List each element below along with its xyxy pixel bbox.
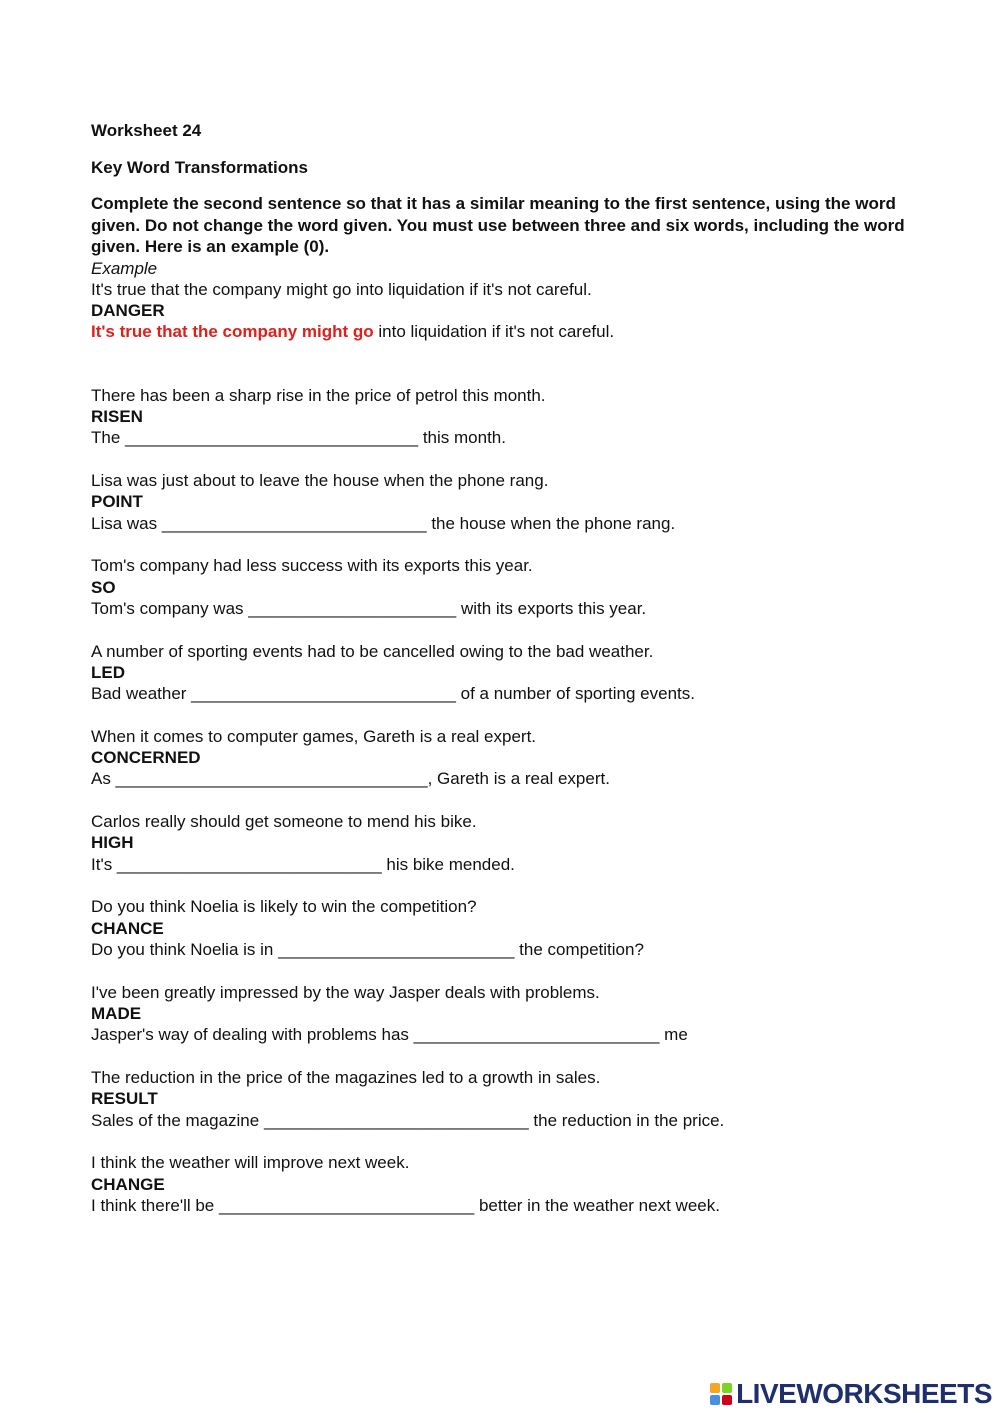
logo-square — [722, 1383, 732, 1393]
exercise-item — [91, 385, 911, 449]
key-word: CHANGE — [91, 1174, 165, 1194]
answer-prompt[interactable]: Bad weather ____________________________ of a number of sporting events. — [91, 684, 695, 704]
worksheet-subtitle: Key Word Transformations — [91, 158, 308, 177]
source-sentence: I've been greatly impressed by the way Jasper deals with problems. — [91, 982, 600, 1002]
key-word: HIGH — [91, 833, 134, 853]
answer-prompt[interactable]: I think there'll be ___________________________ better in the weather next week. — [91, 1195, 720, 1215]
logo-square — [710, 1395, 720, 1405]
exercise-item — [91, 982, 911, 1046]
answer-prompt[interactable]: Tom's company was ______________________ with its exports this year. — [91, 598, 647, 618]
source-sentence: When it comes to computer games, Gareth is a real expert. — [91, 726, 537, 746]
logo-square — [722, 1395, 732, 1405]
key-word: CHANCE — [91, 918, 164, 938]
key-word: CONCERNED — [91, 748, 201, 768]
exercise-item — [91, 1152, 911, 1216]
example-block — [91, 258, 911, 343]
source-sentence: The reduction in the price of the magazines led to a growth in sales. — [91, 1067, 601, 1087]
source-sentence: A number of sporting events had to be cancelled owing to the bad weather. — [91, 641, 654, 661]
source-sentence: I think the weather will improve next week. — [91, 1153, 410, 1173]
instructions: Complete the second sentence so that it has a similar meaning to the first sentence, using the word given. Do not change the word given. You must use between three and six words, including the word given. Here is an example (0). — [91, 194, 905, 256]
key-word: LED — [91, 662, 125, 682]
key-word: RISEN — [91, 406, 143, 426]
example-answer-highlight: It's true that the company might go — [91, 322, 374, 342]
answer-prompt[interactable]: Do you think Noelia is in _________________________ the competition? — [91, 939, 644, 959]
logo-text: LIVEWORKSHEETS — [736, 1378, 992, 1409]
example-keyword: DANGER — [91, 301, 165, 321]
key-word: SO — [91, 577, 116, 597]
example-sentence: It's true that the company might go into liquidation if it's not careful. — [91, 279, 592, 299]
exercise-item — [91, 1067, 911, 1131]
key-word: POINT — [91, 492, 143, 512]
exercise-item — [91, 555, 911, 619]
worksheet-page — [91, 120, 911, 1238]
exercise-item — [91, 641, 911, 705]
answer-prompt[interactable]: Sales of the magazine ____________________________ the reduction in the price. — [91, 1110, 725, 1130]
source-sentence: Tom's company had less success with its exports this year. — [91, 556, 533, 576]
source-sentence: Lisa was just about to leave the house when the phone rang. — [91, 470, 549, 490]
example-answer-rest: into liquidation if it's not careful. — [373, 322, 615, 342]
answer-prompt[interactable]: Jasper's way of dealing with problems has __________________________ me — [91, 1025, 688, 1045]
exercise-item — [91, 896, 911, 960]
logo-square — [710, 1383, 720, 1393]
example-answer — [91, 321, 911, 342]
exercise-item — [91, 470, 911, 534]
exercise-item — [91, 811, 911, 875]
source-sentence: There has been a sharp rise in the price of petrol this month. — [91, 385, 546, 405]
answer-prompt[interactable]: As _________________________________, Gareth is a real expert. — [91, 769, 610, 789]
worksheet-title: Worksheet 24 — [91, 121, 202, 140]
key-word: RESULT — [91, 1089, 158, 1109]
answer-prompt[interactable]: The _______________________________ this month. — [91, 428, 506, 448]
answer-prompt[interactable]: Lisa was ____________________________ the house when the phone rang. — [91, 513, 676, 533]
source-sentence: Carlos really should get someone to mend his bike. — [91, 812, 477, 832]
answer-prompt[interactable]: It's ____________________________ his bike mended. — [91, 854, 515, 874]
exercise-item — [91, 726, 911, 790]
source-sentence: Do you think Noelia is likely to win the competition? — [91, 897, 477, 917]
example-label: Example — [91, 258, 158, 278]
liveworksheets-logo — [710, 1379, 992, 1409]
exercise-list — [91, 385, 911, 1216]
liveworksheets-logo-icon — [710, 1383, 732, 1405]
key-word: MADE — [91, 1003, 142, 1023]
